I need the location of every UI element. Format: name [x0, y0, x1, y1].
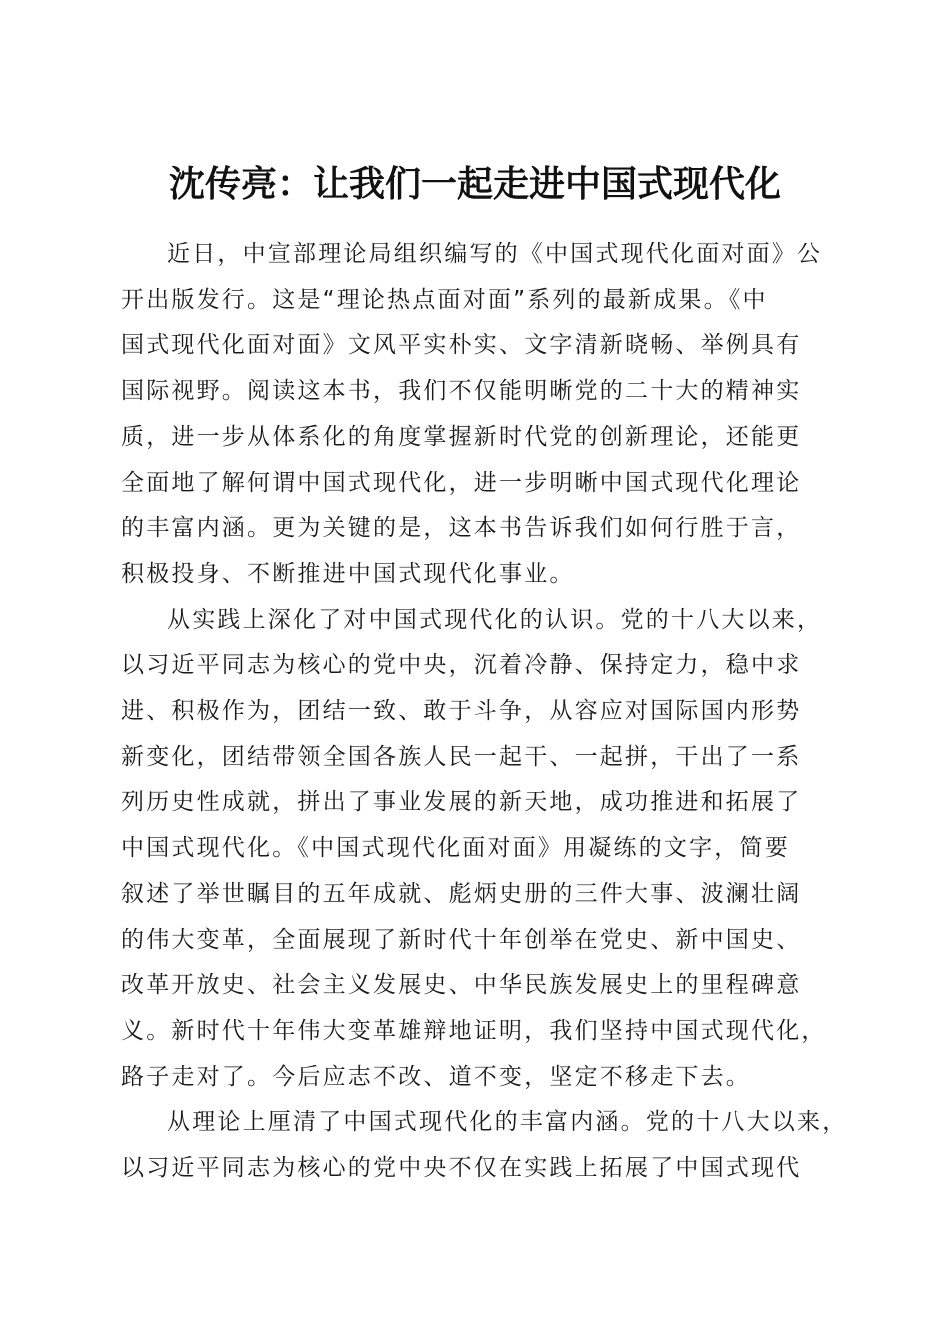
paragraph-line: 列历史性成就，拼出了事业发展的新天地，成功推进和拓展了	[121, 789, 802, 816]
paragraph-3	[121, 1100, 848, 1191]
paragraph-line: 中国式现代化。《中国式现代化面对面》用凝练的文字，简要	[121, 835, 790, 862]
paragraph-line: 近日，中宣部理论局组织编写的《中国式现代化面对面》公	[167, 241, 823, 267]
document-body	[121, 232, 848, 1192]
paragraph-line: 国式现代化面对面》文风平实朴实、文字清新晓畅、举例具有	[121, 332, 802, 359]
paragraph-1	[121, 232, 821, 598]
paragraph-line: 全面地了解何谓中国式现代化，进一步明晰中国式现代化理论	[121, 469, 802, 496]
paragraph-line: 新变化，团结带领全国各族人民一起干、一起拼，干出了一系	[121, 743, 802, 770]
paragraph-line: 的伟大变革，全面展现了新时代十年创举在党史、新中国史、	[121, 926, 802, 953]
paragraph-line: 义。新时代十年伟大变革雄辩地证明，我们坚持中国式现代化，	[121, 1017, 827, 1044]
paragraph-line: 从实践上深化了对中国式现代化的认识。党的十八大以来，	[167, 606, 823, 633]
paragraph-line: 叙述了举世瞩目的五年成就、彪炳史册的三件大事、波澜壮阔	[121, 880, 802, 907]
paragraph-line: 的丰富内涵。更为关键的是，这本书告诉我们如何行胜于言，	[121, 515, 802, 542]
paragraph-line: 进、积极作为，团结一致、敢于斗争，从容应对国际国内形势	[121, 698, 802, 725]
paragraph-line: 国际视野。阅读这本书，我们不仅能明晰党的二十大的精神实	[121, 378, 802, 405]
paragraph-line: 以习近平同志为核心的党中央，沉着冷静、保持定力，稳中求	[121, 652, 802, 679]
paragraph-2	[121, 598, 827, 1101]
paragraph-line: 路子走对了。今后应志不改、道不变，坚定不移走下去。	[121, 1063, 751, 1090]
paragraph-line: 改革开放史、社会主义发展史、中华民族发展史上的里程碑意	[121, 972, 802, 999]
paragraph-line: 从理论上厘清了中国式现代化的丰富内涵。党的十八大以来，	[167, 1109, 848, 1136]
document-title: 沈传亮：让我们一起走进中国式现代化	[168, 163, 781, 206]
paragraph-line: 开出版发行。这是“理论热点面对面”系列的最新成果。《中	[121, 286, 768, 313]
paragraph-line: 质，进一步从体系化的角度掌握新时代党的创新理论，还能更	[121, 423, 802, 450]
paragraph-line: 积极投身、不断推进中国式现代化事业。	[121, 560, 575, 587]
paragraph-line: 以习近平同志为核心的党中央不仅在实践上拓展了中国式现代	[121, 1155, 802, 1182]
